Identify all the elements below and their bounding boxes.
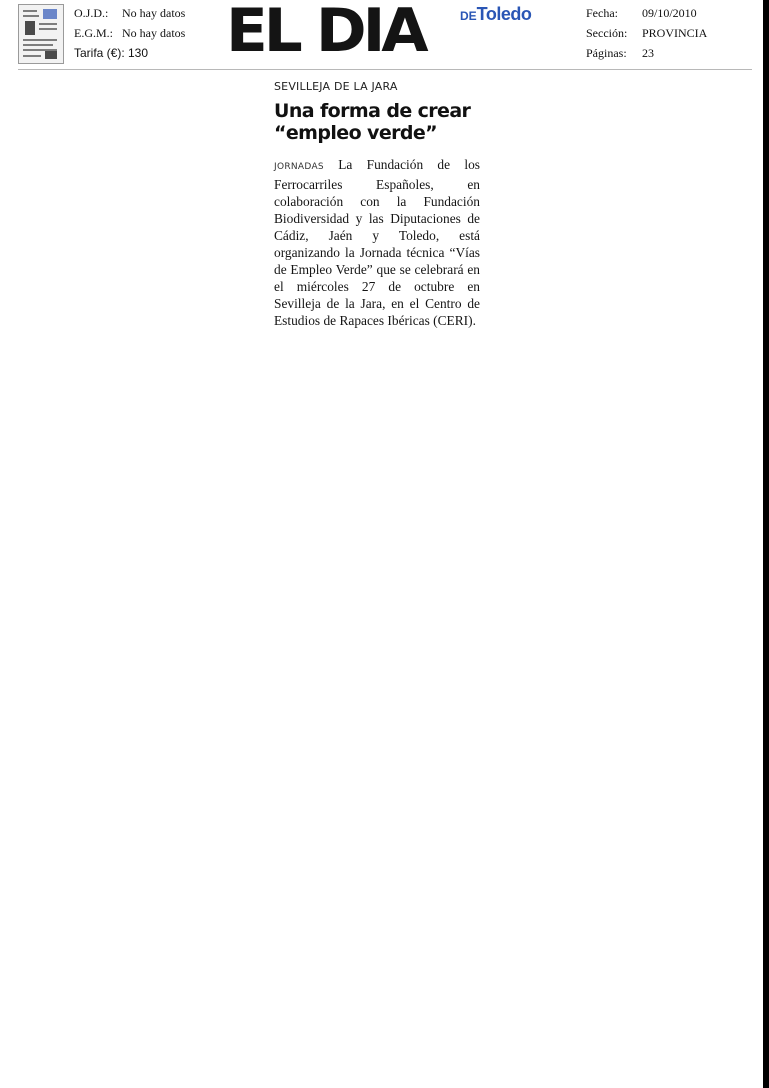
fecha-label: Fecha: (586, 6, 618, 20)
clipping-thumbnail (18, 4, 64, 64)
egm-row (74, 23, 185, 43)
paginas-row (586, 43, 707, 63)
seccion-value: PROVINCIA (642, 26, 708, 40)
fecha-row (586, 3, 707, 23)
newspaper-masthead: EL DIA (226, 0, 425, 66)
news-article (274, 80, 480, 329)
tarifa-row (74, 43, 185, 63)
ojd-label: O.J.D.: (74, 6, 109, 20)
paginas-label: Páginas: (586, 46, 627, 60)
publication-details (586, 3, 707, 63)
ojd-value: No hay datos (122, 6, 186, 20)
ojd-row (74, 3, 185, 23)
seccion-row (586, 23, 707, 43)
edition-label (460, 4, 531, 25)
article-kicker: JORNADAS (274, 162, 324, 172)
article-body (274, 156, 480, 329)
fecha-value: 09/10/2010 (642, 6, 697, 20)
article-section: SEVILLEJA DE LA JARA (274, 80, 398, 93)
edition-prefix: DE (460, 9, 477, 23)
header-divider (18, 69, 752, 70)
egm-value: No hay datos (122, 26, 186, 40)
edition-city: Toledo (476, 4, 532, 24)
media-metrics (74, 3, 185, 63)
paginas-value: 23 (642, 46, 654, 60)
tarifa-text: Tarifa (€): 130 (74, 46, 149, 60)
headline-line-1: Una forma de crear (274, 100, 471, 122)
seccion-label: Sección: (586, 26, 628, 40)
egm-label: E.G.M.: (74, 26, 113, 40)
article-text: La Fundación de los Ferrocarriles Españoles, en colaboración con la Fundación Biodiversidad y las Diputaciones de Cádiz, Jaén y Toledo, está organizando la Jornada técnica “Vías de Empleo Verde” que se celebrará en el miércoles 27 de octubre en Sevilleja de la Jara, en el Centro de Estudios de Rapaces Ibéricas (CERI). (274, 157, 480, 328)
headline-line-2: “empleo verde” (274, 122, 438, 144)
article-headline (274, 100, 480, 144)
right-border-rule (763, 0, 769, 1088)
